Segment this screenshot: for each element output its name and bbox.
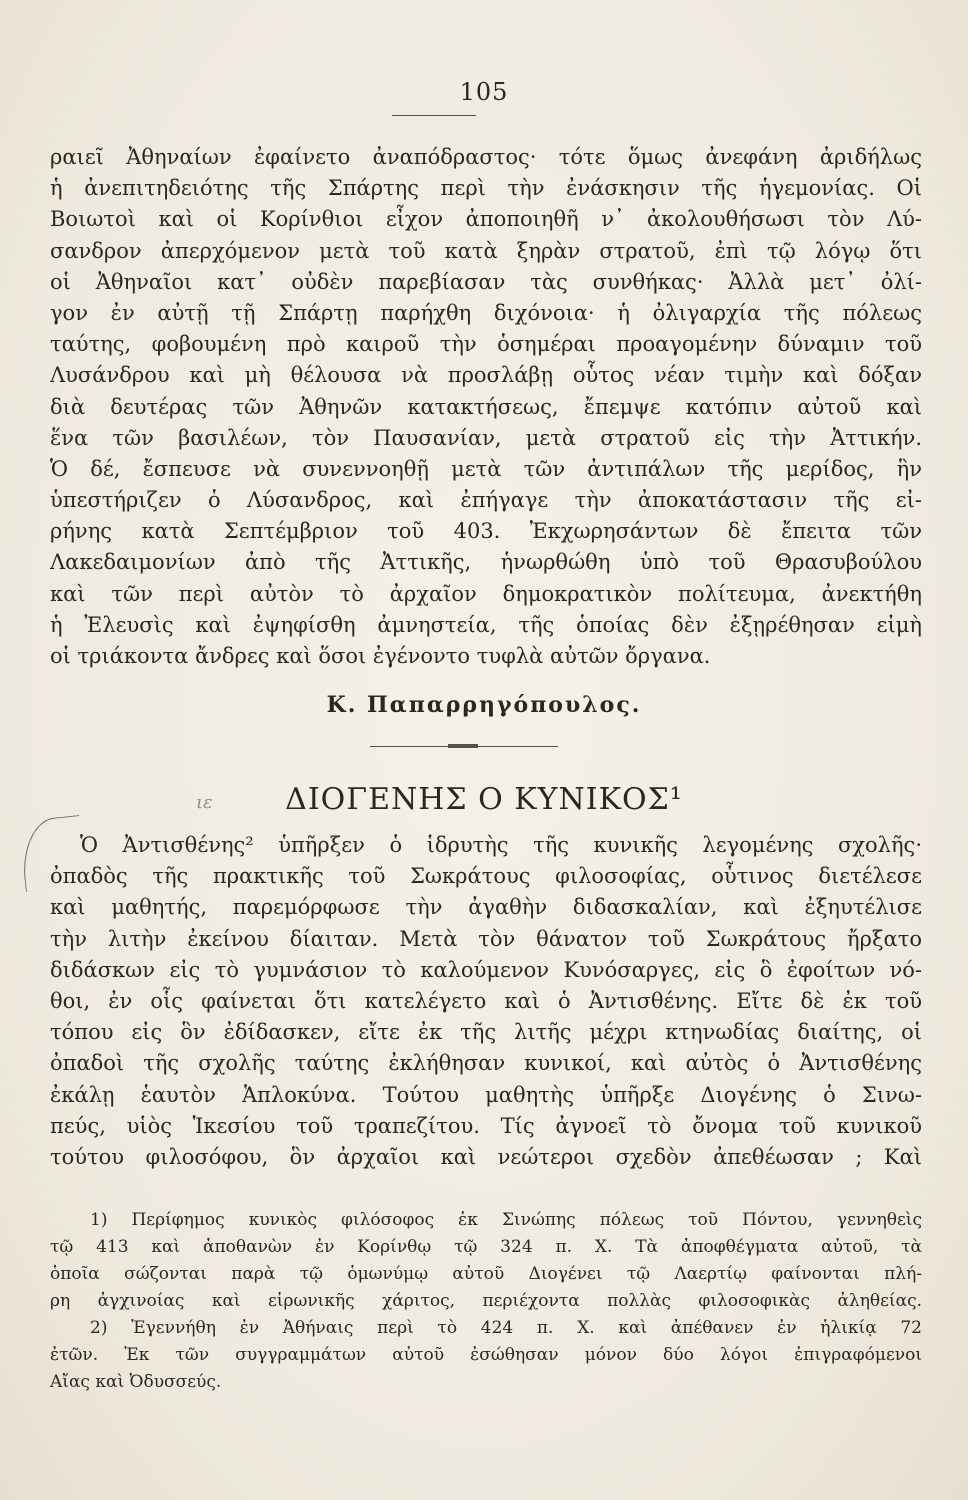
footnote-line: 1) Περίφημος κυνικὸς φιλόσοφος ἐκ Σινώπης πόλεως τοῦ Πόντου, γεννηθεὶς [90, 1210, 922, 1230]
text-line: τόπου εἰς ὃν ἐδίδασκεν, εἴτε ἐκ τῆς λιτῆς μέχρι κτηνωδίας διαίτης, οἱ [50, 1020, 922, 1045]
text-line: ρήνης κατὰ Σεπτέμβριον τοῦ 403. Ἐκχωρησάντων δὲ ἔπειτα τῶν [50, 519, 922, 544]
text-line: ὑπεστήριζεν ὁ Λύσανδρος, καὶ ἐπήγαγε τὴν ἀποκατάστασιν τῆς εἰ- [50, 488, 922, 513]
section-title: ΔΙΟΓΕΝΗΣ Ο ΚΥΝΙΚΟΣ¹ [285, 782, 683, 817]
text-line: ταύτης, φοβουμένη πρὸ καιροῦ τὴν ὁσημέραι προαγομένην δύναμιν τοῦ [50, 332, 922, 357]
text-line: σανδρον ἀπερχόμενον μετὰ τοῦ κατὰ ξηρὰν στρατοῦ, ἐπὶ τῷ λόγῳ ὅτι [50, 238, 922, 263]
text-line: θοι, ἐν οἷς φαίνεται ὅτι κατελέγετο καὶ ὁ Ἀντισθένης. Εἴτε δὲ ἐκ τοῦ [50, 988, 922, 1013]
text-line: Ὁ δέ, ἔσπευσε νὰ συνεννοηθῇ μετὰ τῶν ἀντιπάλων τῆς μερίδος, ἣν [50, 456, 922, 481]
page-number: 105 [459, 78, 509, 106]
text-line: ὀπαδοὶ τῆς σχολῆς ταύτης ἐκλήθησαν κυνικοί, καὶ αὐτὸς ὁ Ἀντισθένης [50, 1051, 922, 1076]
paragraph-continuation [50, 142, 922, 672]
footnotes [50, 1207, 922, 1396]
footnote-line: ρη ἀγχινοίας καὶ εἰρωνικῆς χάριτος, περιέχοντα πολλὰς φιλοσοφικὰς ἀληθείας. [50, 1291, 922, 1311]
text-line: καὶ μαθητής, παρεμόρφωσε τὴν ἀγαθὴν διδασκαλίαν, καὶ ἐξηυτέλισε [50, 895, 922, 920]
separator-ornament [448, 744, 478, 748]
author-signature: Κ. Παπαρρηγόπουλος. [326, 692, 642, 718]
text-line: διὰ δευτέρας τῶν Ἀθηνῶν κατακτήσεως, ἔπεμψε κατόπιν αὐτοῦ καὶ [50, 394, 922, 419]
text-line: ἡ ἀνεπιτηδειότης τῆς Σπάρτης περὶ τὴν ἐνάσκησιν τῆς ἡγεμονίας. Οἱ [50, 176, 922, 201]
footnote-line: τῷ 413 καὶ ἀποθανὼν ἐν Κορίνθῳ τῷ 324 π. Χ. Τὰ ἀποφθέγματα αὐτοῦ, τὰ [50, 1237, 922, 1257]
text-line: πεύς, υἱὸς Ἱκεσίου τοῦ τραπεζίτου. Τίς ἀγνοεῖ τὸ ὄνομα τοῦ κυνικοῦ [50, 1113, 922, 1138]
text-line: ραιεῖ Ἀθηναίων ἐφαίνετο ἀναπόδραστος· τότε ὅμως ἀνεφάνη ἀριδήλως [50, 145, 922, 169]
text-line: ἕνα τῶν βασιλέων, τὸν Παυσανίαν, μετὰ στρατοῦ εἰς τὴν Ἀττικήν. [50, 425, 922, 450]
text-line: ἡ Ἐλευσὶς καὶ ἐψηφίσθη ἀμνηστεία, τῆς ὁποίας δὲν ἐξῃρέθησαν εἰμὴ [50, 612, 922, 637]
text-line: ὀπαδὸς τῆς πρακτικῆς τοῦ Σωκράτους φιλοσοφίας, οὗτινος διετέλεσε [50, 864, 922, 889]
text-line: Λακεδαιμονίων ἀπὸ τῆς Ἀττικῆς, ἡνωρθώθη ὑπὸ τοῦ Θρασυβούλου [50, 550, 922, 575]
text-line: τούτου φιλοσόφου, ὃν ἀρχαῖοι καὶ νεώτεροι σχεδὸν ἀπεθέωσαν ; Καὶ [50, 1144, 922, 1169]
text-line: γον ἐν αὐτῇ τῇ Σπάρτῃ παρήχθη διχόνοια· ἡ ὀλιγαρχία τῆς πόλεως [50, 300, 922, 325]
footnote-line: ὁποῖα σώζονται παρὰ τῷ ὁμωνύμῳ αὐτοῦ Διογένει τῷ Λαερτίῳ φαίνονται πλή- [50, 1264, 922, 1284]
text-line: καὶ τῶν περὶ αὐτὸν τὸ ἀρχαῖον δημοκρατικὸν πολίτευμα, ἀνεκτήθη [50, 581, 922, 606]
page-number-rule [392, 115, 476, 116]
article-paragraph [50, 830, 922, 1173]
text-line: διδάσκων εἰς τὸ γυμνάσιον τὸ καλούμενον Κυνόσαργες, εἰς ὃ ἐφοίτων νό- [50, 957, 922, 982]
text-line: ἐκάλῃ ἑαυτὸν Ἁπλοκύνα. Τούτου μαθητὴς ὑπῆρξε Διογένης ὁ Σινω- [50, 1082, 922, 1107]
footnote-line: 2) Ἐγεννήθη ἐν Ἀθήναις περὶ τὸ 424 π. Χ. καὶ ἀπέθανεν ἐν ἡλικίᾳ 72 [90, 1318, 922, 1338]
pencil-annotation: ιε [196, 792, 213, 813]
text-line: Λυσάνδρου καὶ μὴ θέλουσα νὰ προσλάβῃ οὗτος νέαν τιμὴν καὶ δόξαν [50, 363, 922, 388]
text-line: οἱ τριάκοντα ἄνδρες καὶ ὅσοι ἐγένοντο τυφλὰ αὐτῶν ὄργανα. [50, 644, 711, 668]
text-line: τὴν λιτὴν ἐκείνου δίαιταν. Μετὰ τὸν θάνατον τοῦ Σωκράτους ἤρξατο [50, 926, 922, 951]
text-line: Βοιωτοὶ καὶ οἱ Κορίνθιοι εἶχον ἀποποιηθῆ ν᾽ ἀκολουθήσωσι τὸν Λύ- [50, 207, 922, 232]
text-line: οἱ Ἀθηναῖοι κατ᾽ οὐδὲν παρεβίασαν τὰς συνθήκας· Ἀλλὰ μετ᾽ ὀλί- [50, 269, 922, 294]
footnote-line: ἐτῶν. Ἐκ τῶν συγγραμμάτων αὐτοῦ ἐσώθησαν μόνον δύο λόγοι ἐπιγραφόμενοι [50, 1345, 922, 1365]
text-line: Ὁ Ἀντισθένης² ὑπῆρξεν ὁ ἱδρυτὴς τῆς κυνικῆς λεγομένης σχολῆς· [80, 833, 922, 857]
footnote-line: Αἴας καὶ Ὀδυσσεύς. [50, 1372, 222, 1392]
